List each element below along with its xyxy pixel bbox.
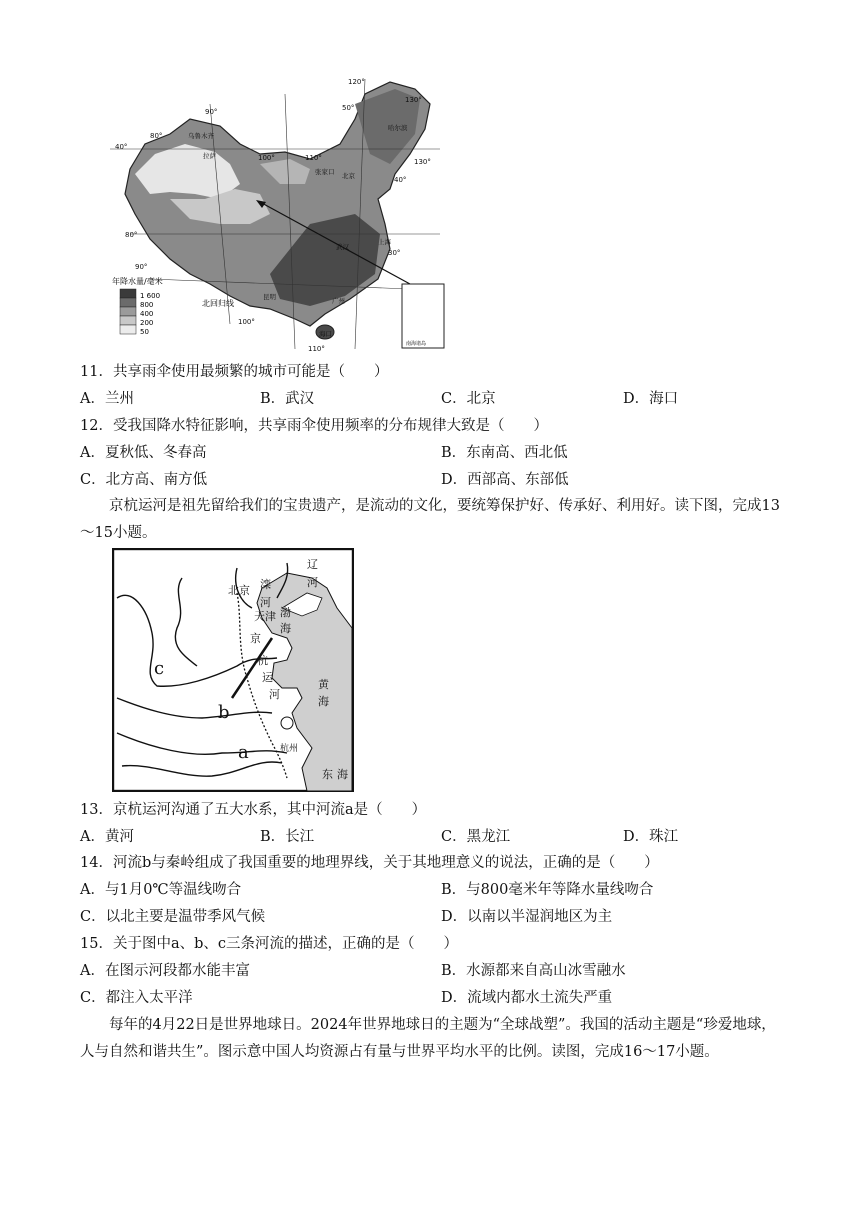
q12-option-b[interactable]: B．东南高、西北低 <box>441 445 568 461</box>
graticule-label: 80° <box>150 132 163 140</box>
map-label: 滦 <box>260 578 271 591</box>
inset-label: 南海诸岛 <box>406 341 427 347</box>
map-label: 运 <box>262 671 273 684</box>
q14-option-a[interactable]: A．与1月0℃等温线吻合 <box>80 882 242 898</box>
map-label: 杭 <box>257 654 268 667</box>
graticule-label: 30° <box>388 249 401 257</box>
city-label: 北京 <box>342 172 355 180</box>
q13-option-c[interactable]: C．黑龙江 <box>441 829 511 845</box>
question-15-stem: 15．关于图中a、b、c三条河流的描述，正确的是（ ） <box>80 936 458 952</box>
graticule-label: 130° <box>405 96 422 104</box>
question-13-stem: 13．京杭运河沟通了五大水系，其中河流a是（ ） <box>80 802 427 818</box>
graticule-label: 130° <box>414 158 431 166</box>
graticule-label: 110° <box>308 345 325 352</box>
river-label-b: b <box>218 702 230 723</box>
q11-option-a[interactable]: A．兰州 <box>80 391 134 407</box>
city-label: 上海 <box>378 238 391 246</box>
grand-canal-map <box>112 548 354 792</box>
q13-option-d[interactable]: D．珠江 <box>623 829 679 845</box>
q15-option-d[interactable]: D．流域内都水土流失严重 <box>441 990 613 1006</box>
graticule-label: 110° <box>305 154 322 162</box>
legend-value: 400 <box>140 310 154 318</box>
river-label-a: a <box>238 742 249 763</box>
graticule-label: 120° <box>348 78 365 86</box>
map-label: 海 <box>318 695 329 708</box>
graticule-label: 40° <box>394 176 407 184</box>
city-label: 哈尔滨 <box>388 124 408 132</box>
map-label: 辽 <box>307 558 318 571</box>
q13-option-b[interactable]: B．长江 <box>260 829 315 845</box>
question-12-stem: 12．受我国降水特征影响，共享雨伞使用频率的分布规律大致是（ ） <box>80 418 548 434</box>
intro-paragraph-16-17: 每年的4月22日是世界地球日。2024年世界地球日的主题为“全球战塑”。我国的活动主题是“珍爱地球，人与自然和谐共生”。图示意中国人均资源占有量与世界平均水平的比例。读图，完成16～17小题。 <box>80 1017 776 1060</box>
q12-option-c[interactable]: C．北方高、南方低 <box>80 472 208 488</box>
precipitation-map <box>110 74 450 352</box>
intro-paragraph-13-15: 京杭运河是祖先留给我们的宝贵遗产，是流动的文化，要统筹保护好、传承好、利用好。读下图，完成13～15小题。 <box>80 498 780 541</box>
map-label: 黄 <box>318 678 329 691</box>
map-label: 京 <box>250 632 261 645</box>
legend-title: 年降水量/毫米 <box>112 277 163 286</box>
graticule-label: 40° <box>115 143 128 151</box>
q11-option-d[interactable]: D．海口 <box>623 391 679 407</box>
graticule-label: 100° <box>238 318 255 326</box>
city-label: 拉萨 <box>203 152 216 160</box>
map-label: 海 <box>337 768 348 781</box>
map-label: 河 <box>260 596 271 609</box>
city-label: 张家口 <box>315 168 335 176</box>
map-label: 杭州 <box>280 744 299 754</box>
city-label: 广州 <box>332 297 345 305</box>
tropic-label: 北回归线 <box>202 299 234 308</box>
legend-value: 1 600 <box>140 292 161 300</box>
q11-option-c[interactable]: C．北京 <box>441 391 496 407</box>
q14-option-d[interactable]: D．以南以半湿润地区为主 <box>441 909 613 925</box>
question-14-stem: 14．河流b与秦岭组成了我国重要的地理界线，关于其地理意义的说法，正确的是（ ） <box>80 855 659 871</box>
city-label: 乌鲁木齐 <box>188 132 214 140</box>
river-label-c: c <box>154 658 165 679</box>
map-label: 河 <box>269 688 280 701</box>
legend-value: 800 <box>140 301 154 309</box>
graticule-label: 90° <box>205 108 218 116</box>
q14-option-b[interactable]: B．与800毫米年等降水量线吻合 <box>441 882 654 898</box>
city-label: 昆明 <box>263 293 276 301</box>
q13-option-a[interactable]: A．黄河 <box>80 829 134 845</box>
q15-option-b[interactable]: B．水源都来自高山冰雪融水 <box>441 963 626 979</box>
q15-option-a[interactable]: A．在图示河段都水能丰富 <box>80 963 250 979</box>
legend-value: 200 <box>140 319 154 327</box>
map-label: 渤 <box>280 606 291 619</box>
city-label: 海口 <box>319 330 332 338</box>
legend-value: 50 <box>140 328 149 336</box>
q15-option-c[interactable]: C．都注入太平洋 <box>80 990 193 1006</box>
question-11-stem: 11．共享雨伞使用最频繁的城市可能是（ ） <box>80 364 389 380</box>
map-label: 北京 <box>228 584 250 597</box>
graticule-label: 100° <box>258 154 275 162</box>
q12-option-d[interactable]: D．西部高、东部低 <box>441 472 569 488</box>
graticule-label: 50° <box>342 104 355 112</box>
graticule-label: 90° <box>135 263 148 271</box>
q14-option-c[interactable]: C．以北主要是温带季风气候 <box>80 909 266 925</box>
city-label: 武汉 <box>336 243 349 251</box>
map-label: 天津 <box>254 610 276 623</box>
q12-option-a[interactable]: A．夏秋低、冬春高 <box>80 445 207 461</box>
map-label: 河 <box>307 576 318 589</box>
map-label: 东 <box>322 768 333 781</box>
graticule-label: 80° <box>125 231 138 239</box>
map-label: 海 <box>280 622 291 635</box>
q11-option-b[interactable]: B．武汉 <box>260 391 315 407</box>
